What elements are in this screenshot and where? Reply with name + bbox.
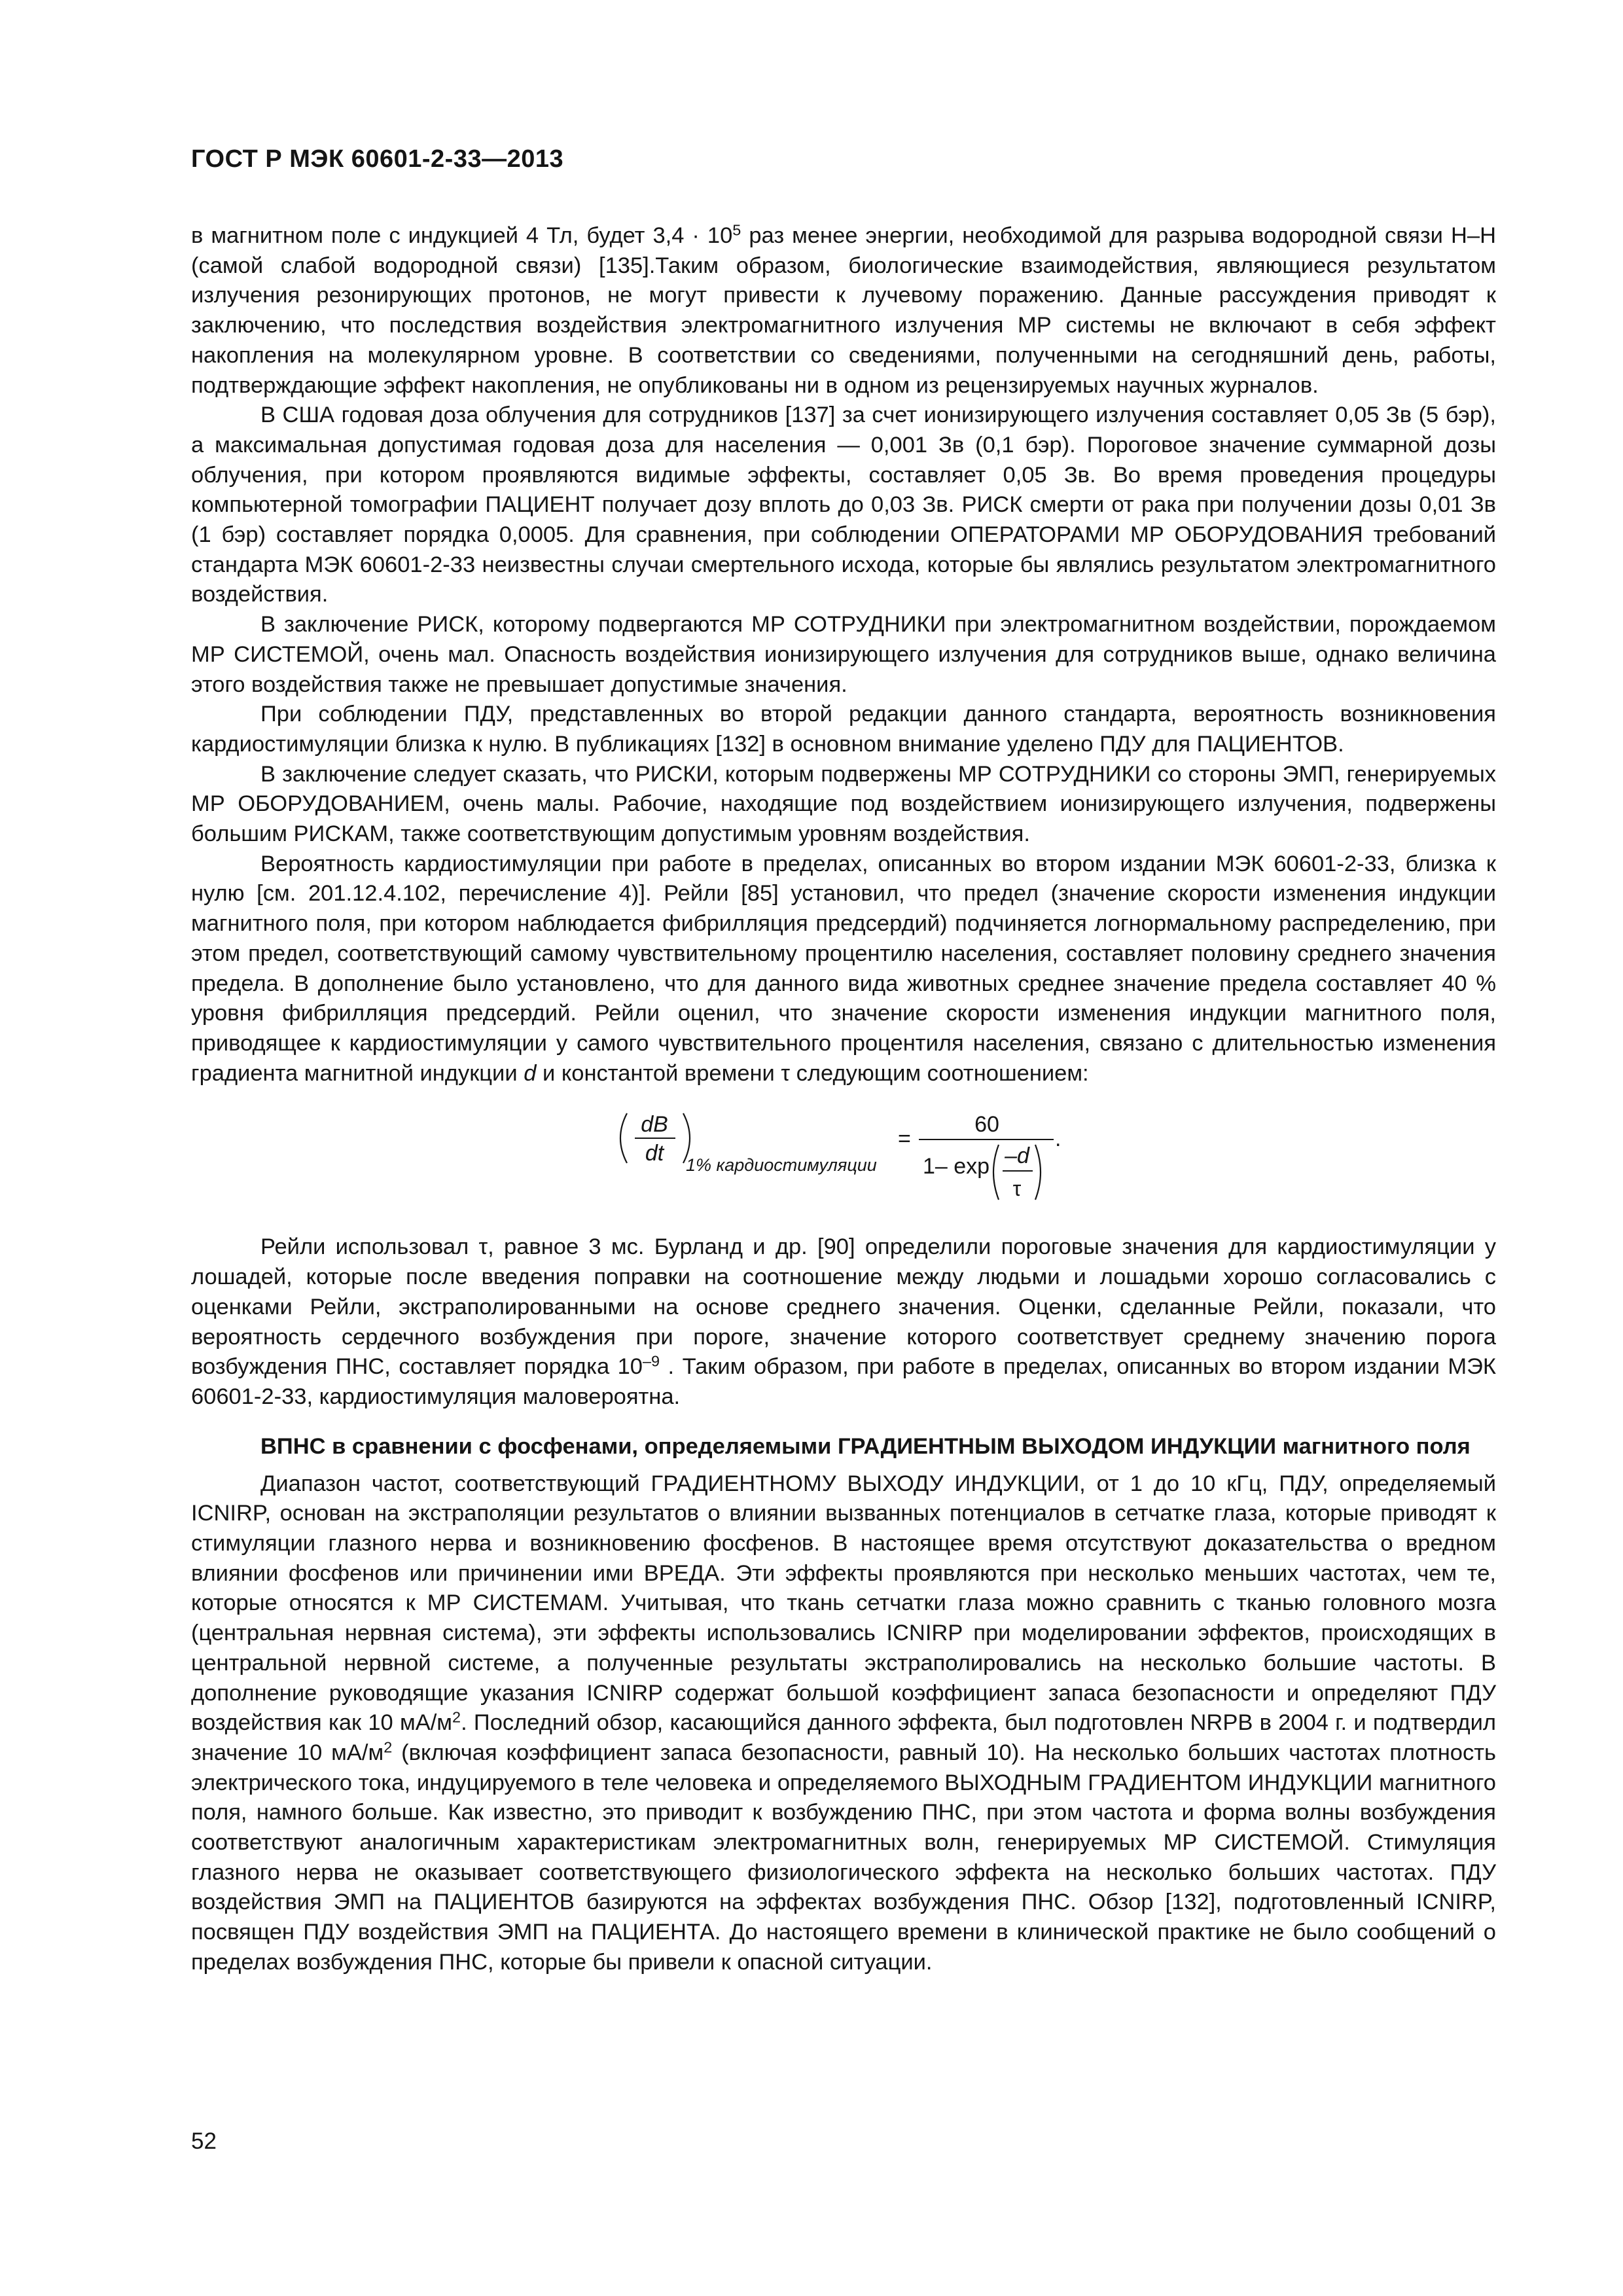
superscript: –9 [643, 1352, 660, 1370]
superscript: 5 [732, 221, 741, 239]
variable-d: d [524, 1060, 537, 1086]
left-open-paren [620, 1113, 627, 1163]
paragraph-text: (включая коэффициент запаса безопасности, равный 10). На несколько больших частотах плотность электрического тока, индуцируемого в теле человека и определяемого ВЫХОДНЫМ ГРАДИЕНТОМ ИНДУКЦИИ магнитного поля, намного больше. Как известно, это приводит к возбуждению ПНС, при этом частота и форма волны возбуждения соответствуют аналогичным характеристикам электромагнитных волн, генерируемых МР СИСТЕМОЙ. Стимуляция глазного нерва не оказывает соответствующего физиологического эффекта на несколько больших частотах. ПДУ воздействия ЭМП на ПАЦИЕНТОВ базируются на эффектах возбуждения ПНС. Обзор [132], подготовленный ICNIRP, посвящен ПДУ воздействия ЭМП на ПАЦИЕНТА. До настоящего времени в клинической практике не было сообщений о пределах возбуждения ПНС, которые бы привели к опасной ситуации. [191, 1740, 1496, 1975]
page-number: 52 [191, 2128, 217, 2154]
paragraph [191, 1232, 1496, 1412]
paragraph-text: и константой времени τ следующим соотношением: [536, 1060, 1089, 1086]
formula [191, 1108, 1496, 1215]
formula-equals: = [898, 1126, 911, 1152]
paragraph [191, 850, 1496, 1089]
formula-num-right: 60 [974, 1112, 999, 1138]
formula-subscript: 1% кардиостимуляции [686, 1155, 877, 1175]
paragraph [191, 1469, 1496, 1978]
paragraph-text: Рейли использовал τ, равное 3 мс. Бурланд и др. [90] определили пороговые значения для кардиостимуляции у лошадей, которые после введения поправки на соотношение между людьми и лошадьми хорошо согласовались с оценками Рейли, экстраполированными на основе среднего значения. Оценки, сделанные Рейли, показали, что вероятность сердечного возбуждения при пороге, значение которого соответствует среднему значению порога возбуждения ПНС, составляет порядка 10 [191, 1234, 1496, 1380]
inner-open-paren [993, 1145, 999, 1200]
formula-trail: . [1055, 1126, 1061, 1152]
paragraph [191, 221, 1496, 401]
formula-num-left: dB [641, 1112, 668, 1138]
document-body [191, 221, 1496, 1978]
paragraph: При соблюдении ПДУ, представленных во второй редакции данного стандарта, вероятность возникновения кардиостимуляции близка к нулю. В публикациях [132] в основном внимание уделено ПДУ для ПАЦИЕНТОВ. [191, 702, 1496, 757]
formula-block [191, 1108, 1496, 1215]
paragraph-text: Диапазон частот, соответствующий ГРАДИЕНТНОМУ ВЫХОДУ ИНДУКЦИИ, от 1 до 10 кГц, ПДУ, определяемый ICNIRP, основан на экстраполяции результатов о влиянии вызванных потенциалов в сетчатке глаза, которые приводят к стимуляции глазного нерва и возникновению фосфенов. В настоящее время отсутствуют доказательства о вредном влиянии фосфенов или причинении ими ВРЕДА. Эти эффекты проявляются при несколько меньших частотах, чем те, которые относятся к МР СИСТЕМАМ. Учитывая, что ткань сетчатки глаза можно сравнить с тканью головного мозга (центральная нервная система), эти эффекты использовались ICNIRP при моделировании эффектов, происходящих в центральной нервной системе, а полученные результаты экстраполировались на несколько большие частоты. В дополнение руководящие указания ICNIRP содержат большой коэффициент запаса безопасности и определяют ПДУ воздействия как 10 мА/м [191, 1471, 1496, 1736]
paragraph: В США годовая доза облучения для сотрудников [137] за счет ионизирующего излучения составляет 0,05 Зв (5 бэр), а максимальная допустимая годовая доза для населения — 0,001 Зв (0,1 бэр). Пороговое значение суммарной дозы облучения, при котором проявляются видимые эффекты, составляет 0,05 Зв. Во время проведения процедуры компьютерной томографии ПАЦИЕНТ получает дозу вплоть до 0,03 Зв. РИСК смерти от рака при получении дозы 0,01 Зв (1 бэр) составляет порядка 0,0005. Для сравнения, при соблюдении ОПЕРАТОРАМИ МР ОБОРУДОВАНИЯ требований стандарта МЭК 60601-2-33 неизвестны случаи смертельного исхода, которые бы являлись результатом электромагнитного воздействия. [191, 403, 1496, 607]
superscript: 2 [383, 1738, 393, 1756]
paragraph-text: . Таким образом, при работе в пределах, описанных во втором издании МЭК 60601-2-33, кардиостимуляция маловероятна. [191, 1354, 1496, 1409]
paragraph-text: в магнитном поле с индукцией 4 Тл, будет 3,4 · 10 [191, 223, 733, 248]
formula-inner-den: τ [1012, 1177, 1022, 1201]
formula-den-left: dt [645, 1141, 664, 1166]
paragraph: В заключение следует сказать, что РИСКИ, которым подвержены МР СОТРУДНИКИ со стороны ЭМП, генерируемых МР ОБОРУДОВАНИЕМ, очень малы. Рабочие, находящие под воздействием ионизирующего излучения, подвержены большим РИСКАМ, также соответствующим допустимым уровням воздействия. [191, 761, 1496, 847]
paragraph-text: раз менее энергии, необходимой для разрыва водородной связи Н–Н (самой слабой водородной связи) [135].Таким образом, биологические взаимодействия, являющиеся результатом излучения резонирующих протонов, не могут привести к лучевому поражению. Данные рассуждения приводят к заключению, что последствия воздействия электромагнитного излучения МР системы не включают в себя эффект накопления на молекулярном уровне. В соответствии со сведениями, полученными на сегодняшний день, работы, подтверждающие эффект накопления, не опубликованы ни в одном из рецензируемых научных журналов. [191, 223, 1496, 398]
paragraph-text: . Последний обзор, касающийся данного эффекта, был подготовлен NRPB в 2004 г. и подтвердил значение 10 мА/м [191, 1710, 1496, 1765]
superscript: 2 [452, 1708, 461, 1726]
paragraph-text: Вероятность кардиостимуляции при работе в пределах, описанных во втором издании МЭК 60601-2-33, близка к нулю [см. 201.12.4.102, перечисление 4)]. Рейли [85] установил, что предел (значение скорости изменения индукции магнитного поля, при котором наблюдается фибрилляция предсердий) подчиняется логнормальному распределению, при этом предел, соответствующий самому чувствительному процентилю населения, составляет половину среднего значения предела. В дополнение было установлено, что для данного вида животных среднее значение предела составляет 40 % уровня фибрилляция предсердий. Рейли оценил, что значение скорости изменения индукции магнитного поля, приводящее к кардиостимуляции у самого чувствительного процентиля населения, связано с длительностью изменения градиента магнитной индукции [191, 851, 1496, 1086]
section-heading: ВПНС в сравнении с фосфенами, определяемыми ГРАДИЕНТНЫМ ВЫХОДОМ ИНДУКЦИИ магнитного поля [260, 1433, 1471, 1459]
document-header: ГОСТ Р МЭК 60601-2-33—2013 [191, 145, 564, 173]
paragraph: В заключение РИСК, которому подвергаются МР СОТРУДНИКИ при электромагнитном воздействии, порождаемом МР СИСТЕМОЙ, очень мал. Опасность воздействия ионизирующего излучения для сотрудников выше, однако величина этого воздействия также не превышает допустимые значения. [191, 612, 1496, 697]
inner-close-paren [1035, 1145, 1041, 1200]
formula-inner-num: –d [1005, 1143, 1029, 1169]
formula-den-prefix: 1– exp [923, 1154, 990, 1179]
